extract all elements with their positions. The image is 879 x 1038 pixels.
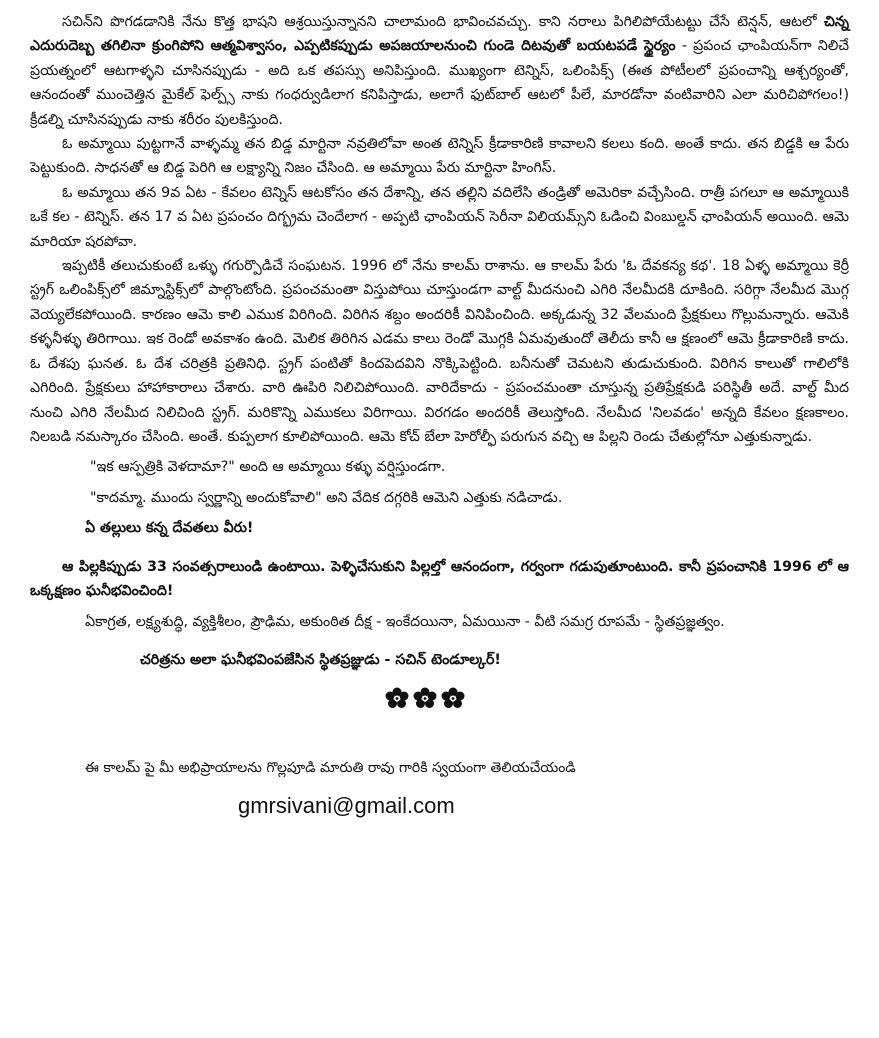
article-paragraph [30, 254, 849, 449]
closing-line: చరిత్రను అలా ఘనీభవింపజేసిన స్థితప్రజ్ఞుడు - సచిన్ టెండూల్కర్! [140, 652, 501, 669]
paragraph-text: సచిన్‌ని పొగడడానికి నేను కొత్త భాషని ఆశ్రయిస్తున్నానని చాలామంది భావించవచ్చు. కాని నరాలు పిగిలిపోయేటట్టు చేసే టెన్షన్, ఆటలో [62, 14, 824, 30]
article-body [30, 10, 849, 449]
paragraph-text: ఇప్పటికీ తలుచుకుంటే ఒళ్ళు గగుర్పొడిచే సంఘటన. 1996 లో నేను కాలమ్ రాశాను. ఆ కాలమ్ పేరు 'ఓ దేవకన్య కథ'. 18 ఏళ్ళ అమ్మాయి కెర్రీ స్ట్రగ్ ఒలింపిక్స్‌లో జిమ్నాస్టిక్స్‌లో పాల్గొంటోంది. ప్రపంచమంతా విస్తుపోయి చూస్తుండగా వాల్ట్ మీదనుంచి ఎగిరి నేలమీదకి దూకింది. సరిగ్గా నేలమీద మొగ్గ వెయ్యలేకపోయింది. కారణం ఆమె కాలి ఎముక విరిగింది. విరిగిన శబ్దం అందరికీ వినిపించింది. అక్కడున్న 32 వేలమంది ప్రేక్షకులు గొల్లుమన్నారు. ఆమెకి కళ్ళనీళ్ళు తిరిగాయి. ఇక రెండో అవకాశం ఉంది. మెలిక తిరిగిన ఎడమ కాలు రెండో మొగ్గకి ఏమవుతుందో తెలీదు కానీ ఆ క్షణంలో ఆమె క్రీడాకారిణి కాదు. ఓ దేశపు ఘనత. ఓ దేశ చరిత్రకి ప్రతినిధి. స్ట్రగ్ పంటితో కిందపెదవిని నొక్కిపెట్టింది. బనీనుతో చెమటని తుడుచుకుంది. విరిగిన కాలుతో గాలిలోకి ఎగిరింది. ప్రేక్షకులు హాహాకారాలు చేశారు. వారి ఊపిరి నిలిచిపోయింది. వారిదేకాదు - ప్రపంచమంతా చూస్తున్న ప్రతిప్రేక్షకుడి పరిస్థితీ అదే. వాల్ట్ మీద నుంచి ఎగిరి నేలమీద నిలిచింది స్ట్రగ్. మరికొన్ని ఎముకలు విరిగాయి. విరగడం అందరికీ తెలుస్తోంది. నేలమీద 'నిలవడం' అన్నది కేవలం క్షణకాలం. నిలబడి నమస్కారం చేసింది. అంతే. కుప్పలాగ కూలిపోయింది. ఆమె కోచ్ బేలా హెరోల్ఫీ పరుగున వచ్చి ఆ పిల్లని రెండు చేతుల్లోనూ ఎత్తుకున్నాడు. [30, 258, 849, 445]
paragraph-text: ఓ అమ్మాయి తన 9వ ఏట - కేవలం టెన్నిస్ ఆటకోసం తన దేశాన్ని, తన తల్లిని వదిలేసి తండ్రితో అమెరికా వచ్చేసింది. రాత్రీ పగలూ ఆ అమ్మాయికి ఒకే కల - టెన్నిస్. తన 17 వ ఏట ప్రపంచం దిగ్భ్రమ చెందేలాగ - అప్పటి ఛాంపియన్ సెరీనా విలియమ్స్‌ని ఓడించి వింబుల్డన్ ఛాంపియన్ అయింది. ఆమె మారియా షరపోవా. [30, 184, 849, 250]
flower-ornament-icon [385, 687, 409, 709]
quote-line: "కాదమ్మా. ముందు స్వర్ణాన్ని అందుకోవాలి" అని వేదిక దగ్గరికి ఆమెని ఎత్తుకు నడిచాడు. [90, 489, 563, 506]
exclamation-line: ఏ తల్లులు కన్న దేవతలు వీరు! [85, 520, 254, 537]
article-paragraph [30, 181, 849, 254]
flower-ornament-icon [441, 687, 465, 709]
virtues-line: ఏకాగ్రత, లక్ష్యశుద్ధి, వ్యక్తిశీలం, ప్రౌఢిమ, అకుంఠిత దీక్ష - ఇంకేదయినా, ఏమయినా - వీటి సమగ్ర రూపమే - స్థితప్రజ్ఞత్వం. [85, 613, 725, 630]
paragraph-text: ఓ అమ్మాయి పుట్టగానే వాళ్ళమ్మ తన బిడ్డ మార్టినా నవ్రతిలోవా అంత టెన్నిస్ క్రీడాకారిణి కావాలని కలలు కంది. అంతే కాదు. తన బిడ్డకి ఆ పేరు పెట్టుకుంది. సాధనతో ఆ బిడ్డ పెరిగి ఆ లక్ష్యాన్ని నిజం చేసింది. ఆ అమ్మాయి పేరు మార్టినా హింగిస్. [30, 136, 849, 177]
flower-ornament-icon [413, 687, 437, 709]
footer-note: ఈ కాలమ్ పై మీ అభిప్రాయాలను గొల్లపూడి మారుతి రావు గారికి స్వయంగా తెలియచేయండి [85, 759, 576, 776]
contact-email[interactable]: gmrsivani@gmail.com [238, 792, 455, 818]
quote-line: "ఇక ఆస్పత్రికి వెళదామా?" అంది ఆ అమ్మాయి కళ్ళు వర్షిస్తుండగా. [90, 459, 446, 476]
bold-phrase: చిన్న ఎదురుదెబ్బ తగిలినా క్రుంగిపోని ఆత్మవిశ్వాసం, ఎప్పటికప్పుడు అపజయాలనుంచి గుండె దిటవుతో బయటపడే స్థైర్యం [30, 14, 849, 55]
paragraph-text: - ప్రపంచ ఛాంపియన్‌గా నిలిచే ప్రయత్నంలో ఆటగాళ్ళని చూసినప్పుడు - అది ఒక తపస్సు అనిపిస్తుంది. ముఖ్యంగా టెన్నిస్, ఒలింపిక్స్ (ఈ‌త పోటీలలో ప్రపంచాన్ని ఆశ్చర్యంతో, ఆనందంతో ముంచెత్తిన మైకేల్ ఫెల్ప్స్ నాకు గంధర్వుడిలాగ కనిపిస్తాడు, అలాగే ఫుట్‌బాల్ ఆటలో పీలే, మారడోనా వంటివారిని ఎలా మరిచిపోగలం!) క్రీడల్ని చూసినప్పుడు నాకు శరీరం పులకిస్తుంది. [30, 38, 849, 128]
article-paragraph [30, 10, 849, 132]
bold-paragraph: ఆ పిల్లకిప్పుడు 33 సంవత్సరాలుండి ఉంటాయి. పెళ్ళిచేసుకుని పిల్లల్తో ఆనందంగా, గర్వంగా గడుపుతూంటుంది. కానీ ప్రపంచానికి 1996 లో ఆ ఒక్కక్షణం ఘనీభవించింది! [30, 558, 849, 600]
article-paragraph [30, 132, 849, 181]
ornament-divider [0, 687, 849, 709]
